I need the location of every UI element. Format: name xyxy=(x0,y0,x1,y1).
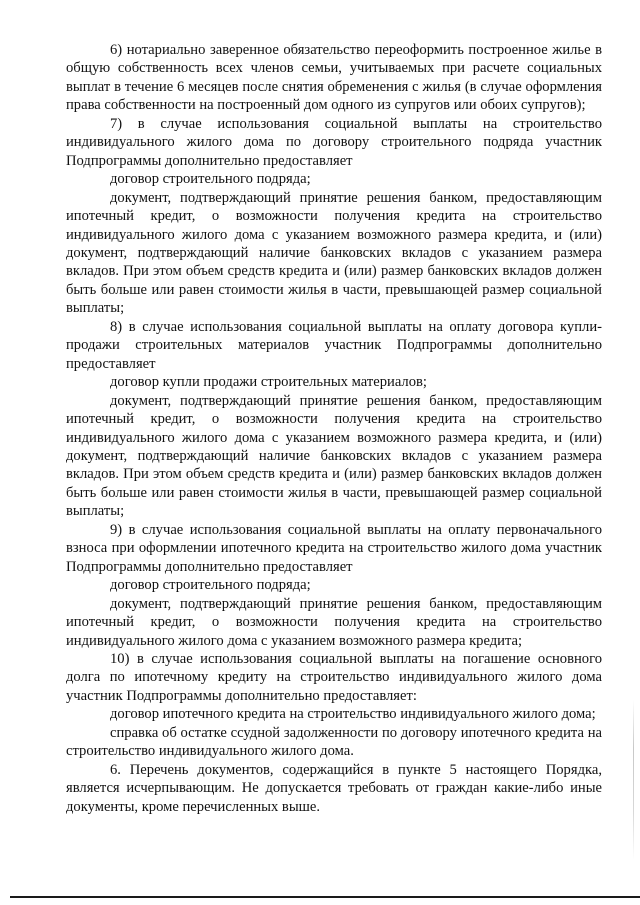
paragraph-section-6-exhaustive-list: 6. Перечень документов, содержащийся в пункте 5 настоящего Порядка, является исчерпывающим. Не допускается требовать от граждан какие-либо иные документы, кроме перечисленных выше. xyxy=(66,761,602,815)
paragraph-bank-decision-document: документ, подтверждающий принятие решения банком, предоставляющим ипотечный кредит, о возможности получения кредита на строительство индивидуального жилого дома с указанием возможного размера кредита, и (или) документ, подтверждающий наличие банковских вкладов с указанием размера вкладов. При этом объем средств кредита и (или) размер банковских вкладов должен быть больше или равен стоимости жилья в части, превышающей размер социальной выплаты; xyxy=(66,392,602,520)
paragraph-item-8-building-materials: 8) в случае использования социальной выплаты на оплату договора купли-продажи строительных материалов участник Подпрограммы дополнительно предоставляет xyxy=(66,318,602,372)
paragraph-item-10-mortgage-repayment: 10) в случае использования социальной выплаты на погашение основного долга по ипотечному кредиту на строительство индивидуального жилого дома участник Подпрограммы дополнительно предоставляет: xyxy=(66,650,602,704)
document-body xyxy=(66,41,602,816)
paragraph-bank-decision-document: документ, подтверждающий принятие решения банком, предоставляющим ипотечный кредит, о возможности получения кредита на строительство индивидуального жилого дома с указанием возможного размера кредита, и (или) документ, подтверждающий наличие банковских вкладов с указанием размера вкладов. При этом объем средств кредита и (или) размер банковских вкладов должен быть больше или равен стоимости жилья в части, превышающей размер социальной выплаты; xyxy=(66,189,602,317)
scan-edge-shadow xyxy=(633,700,634,860)
paragraph-item-9-initial-payment: 9) в случае использования социальной выплаты на оплату первоначального взноса при оформлении ипотечного кредита на строительство жилого дома участник Подпрограммы дополнительно предоставляет xyxy=(66,521,602,575)
paragraph-mortgage-contract: договор ипотечного кредита на строительство индивидуального жилого дома; xyxy=(110,706,596,723)
paragraph-debt-balance-certificate: справка об остатке ссудной задолженности по договору ипотечного кредита на строительство индивидуального жилого дома. xyxy=(66,724,602,760)
paragraph-construction-contract: договор строительного подряда; xyxy=(110,577,311,594)
paragraph-materials-sale-contract: договор купли продажи строительных материалов; xyxy=(110,374,427,391)
page-bottom-border xyxy=(10,896,640,898)
paragraph-item-7-construction-contract: 7) в случае использования социальной выплаты на строительство индивидуального жилого дома по договору строительного подряда участник Подпрограммы дополнительно предоставляет xyxy=(66,115,602,169)
paragraph-bank-decision-document: документ, подтверждающий принятие решения банком, предоставляющим ипотечный кредит, о возможности получения кредита на строительство индивидуального жилого дома с указанием возможного размера кредита; xyxy=(66,595,602,649)
paragraph-item-6-notarial-obligation: 6) нотариально заверенное обязательство переоформить построенное жилье в общую собственность всех членов семьи, учитываемых при расчете социальных выплат в течение 6 месяцев после снятия обременения с жилья (в случае оформления права собственности на построенный дом одного из супругов или обоих супругов); xyxy=(66,42,602,114)
paragraph-construction-contract: договор строительного подряда; xyxy=(110,171,311,188)
